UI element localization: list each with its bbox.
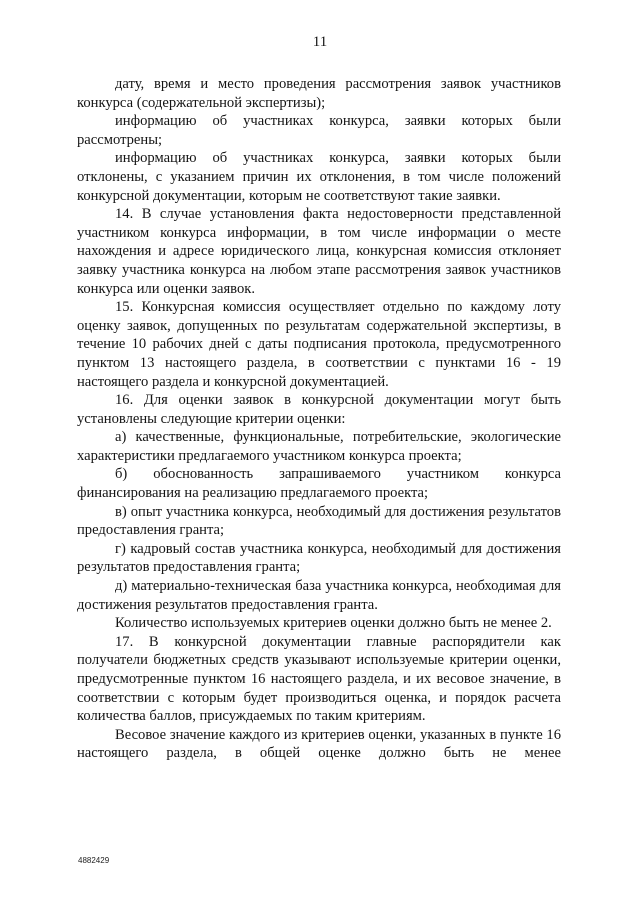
paragraph-criteria-count: Количество используемых критериев оценки должно быть не менее 2.	[115, 615, 552, 632]
paragraph-list-item: информацию об участниках конкурса, заявки которых были рассмотрены;	[77, 113, 561, 148]
page-number: 11	[312, 34, 328, 50]
paragraph-criterion-a: а) качественные, функциональные, потребительские, экологические характеристики предлагаемого участником конкурса проекта;	[77, 429, 561, 464]
document-code: 4882429	[78, 856, 110, 865]
paragraph-criterion-g: г) кадровый состав участника конкурса, необходимый для достижения результатов предоставления гранта;	[77, 540, 561, 576]
paragraph-list-item: информацию об участниках конкурса, заявки которых были отклонены, с указанием причин их отклонения, в том числе положений конкурсной документации, которым не соответствуют такие заявки.	[77, 150, 561, 204]
paragraph-clause-15: 15. Конкурсная комиссия осуществляет отдельно по каждому лоту оценку заявок, допущенных по результатам содержательной экспертизы, в течение 10 рабочих дней с даты подписания протокола, предусмотренного пунктом 13 настоящего раздела, в соответствии с пунктами 16 - 19 настоящего раздела и конкурсной документацией.	[77, 299, 561, 390]
paragraph-weight-value: Весовое значение каждого из критериев оценки, указанных в пункте 16 настоящего раздела, в общей оценке должно быть не менее	[77, 726, 561, 762]
paragraph-list-item: дату, время и место проведения рассмотрения заявок участников конкурса (содержательной экспертизы);	[77, 76, 561, 111]
paragraph-criterion-d: д) материально-техническая база участника конкурса, необходимая для достижения результатов предоставления гранта.	[77, 578, 561, 613]
paragraph-criterion-v: в) опыт участника конкурса, необходимый для достижения результатов предоставления гранта;	[77, 503, 561, 539]
document-body	[77, 75, 561, 763]
paragraph-clause-14: 14. В случае установления факта недостоверности представленной участником конкурса информации, в том числе информации о месте нахождения и адресе юридического лица, конкурсная комиссия отклоняет заявку участника конкурса на любом этапе рассмотрения заявок участников конкурса или оценки заявок.	[77, 206, 561, 297]
paragraph-criterion-b: б) обоснованность запрашиваемого участником конкурса финансирования на реализацию предлагаемого проекта;	[77, 466, 561, 502]
paragraph-clause-17: 17. В конкурсной документации главные распорядители как получатели бюджетных средств указывают используемые критерии оценки, предусмотренные пунктом 16 настоящего раздела, и их весовое значение, в соответствии с которым будет производиться оценка, и порядок расчета количества баллов, присуждаемых по таким критериям.	[77, 633, 561, 725]
paragraph-clause-16: 16. Для оценки заявок в конкурсной документации могут быть установлены следующие критерии оценки:	[77, 392, 561, 427]
